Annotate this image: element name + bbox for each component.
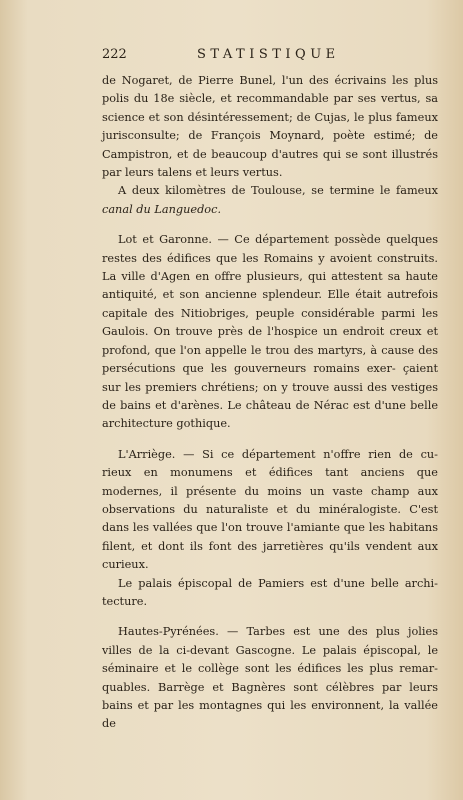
text-line: rieux en monumens et édifices tant anciens que modernes, xyxy=(102,466,438,498)
text-line: l'on trouve l'amiante que les habitans filent, et dont ils xyxy=(102,521,439,553)
text-line: séminaire et le collège sont les édifices les plus remar- xyxy=(102,662,438,676)
paragraph xyxy=(102,72,438,182)
text-line: Gaulois. On trouve près de l'hospice un endroit creux et xyxy=(102,325,438,339)
text-line: La ville d'Agen en offre plusieurs, qui attestent sa haute xyxy=(102,270,438,284)
paragraph xyxy=(102,575,438,612)
text-line: Hautes-Pyrénées. — Tarbes est une des plus jolies xyxy=(118,625,438,639)
text-line: Le palais épiscopal de Pamiers est d'une belle archi- xyxy=(118,576,438,590)
paragraph xyxy=(102,446,438,575)
body-text xyxy=(102,72,438,734)
text-line: vestiges de bains et d'arènes. Le château de Nérac est xyxy=(102,380,438,412)
text-line: font des jarretières qu'ils vendent aux curieux. xyxy=(102,539,438,572)
text-line: naturaliste et du minéralogiste. C'est dans les vallées que xyxy=(102,502,438,535)
text-line: plus fameux jurisconsulte; de François Moynard, poète xyxy=(102,110,438,143)
text-line: capitale des Nitiobriges, peuple considérable parmi les xyxy=(102,306,438,320)
page-number: 222 xyxy=(102,47,127,62)
text-line: antiquité, et son ancienne splendeur. Elle était autrefois xyxy=(102,288,438,302)
text-line: sont illustrés par leurs talens et leurs vertus. xyxy=(102,147,439,180)
running-title: STATISTIQUE xyxy=(197,47,340,62)
text-line: çaient sur les premiers chrétiens; on y trouve aussi des xyxy=(102,362,439,394)
text-line: profond, que l'on appelle le trou des martyrs, à cause xyxy=(102,343,415,357)
text-line: canal du Languedoc. xyxy=(102,202,222,216)
text-line: restes des édifices que les Romains y avoient construits. xyxy=(102,251,438,265)
text-line: de Nogaret, de Pierre Bunel, l'un des écrivains les xyxy=(102,74,409,87)
text-line: d'une belle architecture gothique. xyxy=(102,398,439,431)
text-line: villes de la ci-devant Gascogne. Le palais épiscopal, le xyxy=(102,643,438,657)
text-line: plus polis du 18e siècle, et recommandable par ses xyxy=(102,74,439,106)
text-line: estimé; de Campistron, et de beaucoup d'autres qui se xyxy=(102,129,438,161)
text-line: quables. Barrège et Bagnères sont célèbres par leurs bains xyxy=(102,680,438,712)
text-line: et par les montagnes qui les environnent, la vallée de xyxy=(102,699,438,731)
text-line: L'Arriège. — Si ce département n'offre rien de cu- xyxy=(118,447,438,461)
text-line: Lot et Garonne. — Ce département possède quelques xyxy=(118,233,438,247)
text-line: il présente du moins un vaste champ aux observations du xyxy=(102,484,438,516)
text-line: vertus, sa science et son désintéressement; de Cujas, le xyxy=(102,92,439,124)
text-line: des persécutions que les gouverneurs romains exer- xyxy=(102,343,438,376)
paragraph xyxy=(102,623,438,733)
text-line: tecture. xyxy=(102,594,148,608)
paragraph xyxy=(102,231,438,433)
paragraph xyxy=(102,182,438,219)
text-line: A deux kilomètres de Toulouse, se termine le fameux xyxy=(118,184,438,198)
